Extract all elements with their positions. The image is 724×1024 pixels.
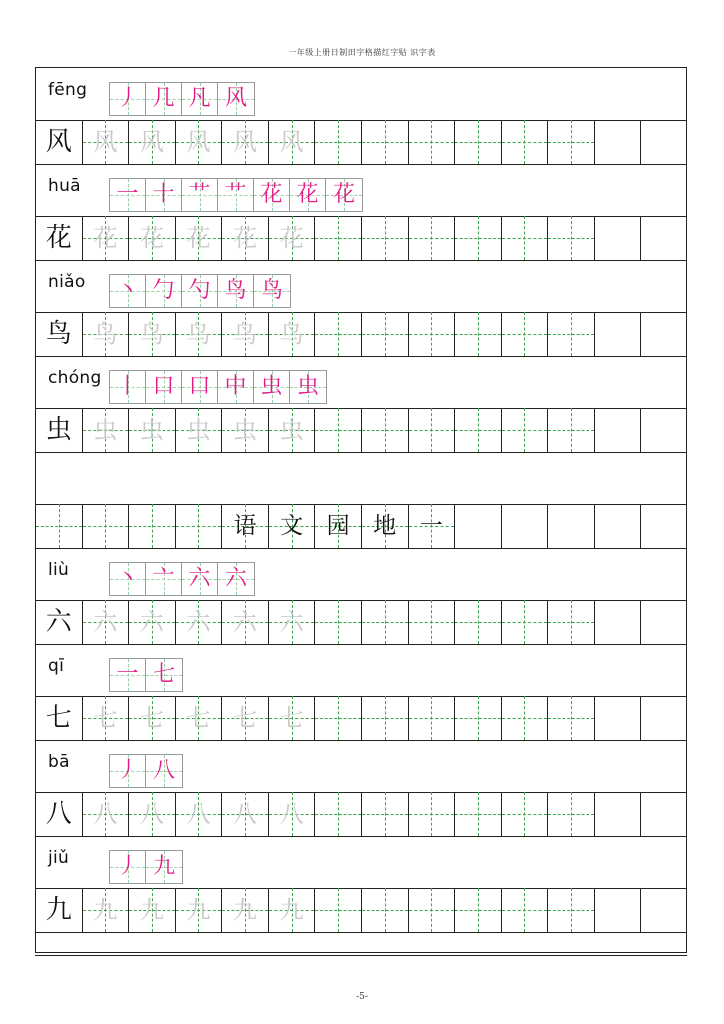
grid-cell <box>502 408 549 452</box>
grid-cell <box>641 600 688 644</box>
stroke-glyph: 丨 <box>116 374 139 399</box>
grid-cell <box>455 312 502 356</box>
stroke-cell <box>146 275 182 307</box>
grid-cell <box>222 312 269 356</box>
stroke-glyph: 丶 <box>116 278 139 303</box>
grid-cell <box>548 600 595 644</box>
grid-cell <box>83 120 130 164</box>
stroke-cell <box>182 371 218 403</box>
stroke-order-box <box>109 274 291 308</box>
grid-cell <box>409 408 456 452</box>
stroke-cell <box>110 659 146 691</box>
grid-cell <box>362 312 409 356</box>
grid-cell <box>641 216 688 260</box>
stroke-glyph: 虫 <box>296 374 319 399</box>
trace-character: 花 <box>233 224 258 252</box>
row-rule <box>36 548 686 549</box>
grid-cell <box>269 120 316 164</box>
stroke-glyph: 丿 <box>116 758 139 783</box>
grid-cell <box>83 216 130 260</box>
stroke-glyph: 花 <box>260 182 283 207</box>
row-rule <box>36 740 686 741</box>
stroke-cell <box>146 83 182 115</box>
stroke-cell <box>182 563 218 595</box>
grid-cell <box>409 600 456 644</box>
grid-cell <box>176 696 223 740</box>
grid-cell <box>36 216 83 260</box>
stroke-glyph: 凡 <box>188 86 211 111</box>
grid-cell <box>269 696 316 740</box>
grid-cell <box>83 888 130 932</box>
stroke-cell <box>110 563 146 595</box>
grid-cell <box>595 888 642 932</box>
grid-cell <box>502 600 549 644</box>
grid-cell <box>548 408 595 452</box>
grid-cell <box>36 312 83 356</box>
stroke-glyph: 六 <box>188 566 211 591</box>
grid-cell <box>269 504 316 548</box>
section-title-char: 一 <box>419 512 443 539</box>
grid-cell <box>176 504 223 548</box>
grid-cell <box>83 792 130 836</box>
grid-cell <box>176 792 223 836</box>
grid-cell <box>36 408 83 452</box>
trace-character: 虫 <box>93 416 118 444</box>
grid-cell <box>641 888 688 932</box>
stroke-cell <box>254 179 290 211</box>
trace-character: 虫 <box>139 416 164 444</box>
trace-character: 七 <box>186 704 211 732</box>
grid-cell <box>129 120 176 164</box>
stroke-glyph: 一 <box>116 182 139 207</box>
grid-cell <box>83 408 130 452</box>
trace-character: 六 <box>279 608 304 636</box>
grid-cell <box>548 888 595 932</box>
trace-character: 八 <box>139 800 164 828</box>
practice-grid <box>36 216 688 260</box>
practice-grid <box>36 696 688 740</box>
grid-cell <box>548 504 595 548</box>
grid-cell <box>315 504 362 548</box>
stroke-order-box <box>109 370 327 404</box>
trace-character: 花 <box>93 224 118 252</box>
grid-cell <box>455 408 502 452</box>
stroke-glyph: 十 <box>152 182 175 207</box>
stroke-glyph: 八 <box>152 758 175 783</box>
pinyin-label: chóng <box>48 368 102 388</box>
bottom-double-rule <box>35 955 687 956</box>
grid-cell <box>641 504 688 548</box>
stroke-cell <box>182 179 218 211</box>
grid-cell <box>362 600 409 644</box>
grid-cell <box>222 888 269 932</box>
trace-character: 花 <box>186 224 211 252</box>
section-title-char: 园 <box>326 512 350 539</box>
stroke-cell <box>146 179 182 211</box>
trace-character: 六 <box>233 608 258 636</box>
practice-grid <box>36 408 688 452</box>
trace-character: 九 <box>93 896 118 924</box>
trace-character: 风 <box>139 128 164 156</box>
stroke-cell <box>110 179 146 211</box>
trace-character: 虫 <box>233 416 258 444</box>
stroke-glyph: 几 <box>152 86 175 111</box>
stroke-glyph: 一 <box>116 662 139 687</box>
stroke-cell <box>110 83 146 115</box>
grid-cell <box>455 792 502 836</box>
grid-cell <box>36 696 83 740</box>
grid-cell <box>83 696 130 740</box>
model-character: 八 <box>45 799 72 829</box>
grid-cell <box>83 504 130 548</box>
grid-cell <box>269 312 316 356</box>
practice-grid <box>36 600 688 644</box>
grid-cell <box>176 888 223 932</box>
trace-character: 七 <box>279 704 304 732</box>
grid-cell <box>595 600 642 644</box>
trace-character: 六 <box>186 608 211 636</box>
stroke-glyph: 艹 <box>188 182 211 207</box>
pinyin-label: liù <box>48 560 70 580</box>
grid-cell <box>315 120 362 164</box>
stroke-glyph: 中 <box>224 374 247 399</box>
practice-grid <box>36 312 688 356</box>
grid-cell <box>409 216 456 260</box>
practice-grid <box>36 888 688 932</box>
stroke-glyph: 鸟 <box>260 278 283 303</box>
pinyin-label: fēng <box>48 80 88 100</box>
stroke-order-box <box>109 82 255 116</box>
stroke-cell <box>254 371 290 403</box>
stroke-order-box <box>109 850 183 884</box>
trace-character: 虫 <box>279 416 304 444</box>
trace-character: 鸟 <box>279 320 304 348</box>
trace-character: 六 <box>93 608 118 636</box>
page-number: -5- <box>356 992 368 1002</box>
trace-character: 虫 <box>186 416 211 444</box>
grid-cell <box>269 408 316 452</box>
model-character: 虫 <box>45 415 72 445</box>
trace-character: 八 <box>186 800 211 828</box>
trace-character: 七 <box>93 704 118 732</box>
stroke-cell <box>110 371 146 403</box>
grid-cell <box>129 792 176 836</box>
trace-character: 鸟 <box>93 320 118 348</box>
stroke-cell <box>110 755 146 787</box>
grid-cell <box>36 120 83 164</box>
grid-cell <box>595 792 642 836</box>
stroke-cell <box>290 179 326 211</box>
stroke-cell <box>218 371 254 403</box>
grid-cell <box>222 600 269 644</box>
trace-character: 七 <box>233 704 258 732</box>
grid-cell <box>455 888 502 932</box>
trace-character: 鸟 <box>186 320 211 348</box>
grid-cell <box>548 312 595 356</box>
grid-cell <box>176 120 223 164</box>
row-rule <box>36 164 686 165</box>
stroke-cell <box>218 83 254 115</box>
grid-cell <box>409 312 456 356</box>
grid-cell <box>36 792 83 836</box>
page-header: 一年级上册日制田字格描红字贴 识字表 <box>288 48 436 57</box>
grid-cell <box>36 504 83 548</box>
stroke-cell <box>218 563 254 595</box>
grid-cell <box>129 312 176 356</box>
grid-cell <box>455 216 502 260</box>
stroke-glyph: 艹 <box>224 182 247 207</box>
pinyin-label: niǎo <box>48 272 86 292</box>
row-rule <box>36 644 686 645</box>
model-character: 九 <box>45 895 72 925</box>
stroke-glyph: 九 <box>152 854 175 879</box>
grid-cell <box>595 696 642 740</box>
stroke-cell <box>146 563 182 595</box>
grid-cell <box>129 408 176 452</box>
stroke-order-box <box>109 754 183 788</box>
row-rule <box>36 260 686 261</box>
stroke-cell <box>110 275 146 307</box>
trace-character: 八 <box>93 800 118 828</box>
stroke-cell <box>254 275 290 307</box>
stroke-order-box <box>109 178 363 212</box>
grid-cell <box>502 120 549 164</box>
grid-cell <box>222 120 269 164</box>
trace-character: 花 <box>279 224 304 252</box>
trace-character: 鸟 <box>139 320 164 348</box>
stroke-cell <box>146 659 182 691</box>
stroke-cell <box>290 371 326 403</box>
grid-cell <box>641 792 688 836</box>
grid-cell <box>455 120 502 164</box>
stroke-glyph: 鸟 <box>224 278 247 303</box>
pinyin-label: huā <box>48 176 81 196</box>
trace-character: 九 <box>186 896 211 924</box>
stroke-glyph: 口 <box>152 374 175 399</box>
grid-cell <box>502 696 549 740</box>
stroke-cell <box>146 851 182 883</box>
grid-cell <box>222 696 269 740</box>
stroke-cell <box>182 275 218 307</box>
grid-cell <box>455 600 502 644</box>
trace-character: 花 <box>139 224 164 252</box>
stroke-glyph: 花 <box>332 182 355 207</box>
grid-cell <box>409 120 456 164</box>
grid-cell <box>362 888 409 932</box>
grid-cell <box>455 696 502 740</box>
stroke-glyph: 勹 <box>152 278 175 303</box>
stroke-cell <box>326 179 362 211</box>
practice-sheet <box>35 67 687 953</box>
stroke-cell <box>146 755 182 787</box>
stroke-glyph: 丿 <box>116 854 139 879</box>
grid-cell <box>502 312 549 356</box>
stroke-glyph: 丶 <box>116 566 139 591</box>
pinyin-label: jiǔ <box>48 848 70 868</box>
practice-grid <box>36 792 688 836</box>
grid-cell <box>502 792 549 836</box>
grid-cell <box>362 120 409 164</box>
practice-grid <box>36 120 688 164</box>
model-character: 七 <box>45 703 72 733</box>
grid-cell <box>269 888 316 932</box>
trace-character: 九 <box>233 896 258 924</box>
grid-cell <box>315 408 362 452</box>
trace-character: 七 <box>139 704 164 732</box>
grid-cell <box>595 120 642 164</box>
grid-cell <box>129 888 176 932</box>
row-rule <box>36 932 686 933</box>
stroke-glyph: 花 <box>296 182 319 207</box>
row-rule <box>36 452 686 453</box>
grid-cell <box>362 216 409 260</box>
grid-cell <box>269 216 316 260</box>
grid-cell <box>315 696 362 740</box>
grid-cell <box>595 408 642 452</box>
grid-cell <box>455 504 502 548</box>
grid-cell <box>83 600 130 644</box>
grid-cell <box>362 504 409 548</box>
model-character: 六 <box>45 607 72 637</box>
grid-cell <box>502 504 549 548</box>
stroke-order-box <box>109 658 183 692</box>
section-title-char: 文 <box>280 512 304 539</box>
grid-cell <box>222 408 269 452</box>
stroke-cell <box>182 83 218 115</box>
stroke-cell <box>110 851 146 883</box>
grid-cell <box>595 504 642 548</box>
grid-cell <box>176 600 223 644</box>
section-title-char: 地 <box>373 512 397 539</box>
row-rule <box>36 836 686 837</box>
stroke-glyph: 虫 <box>260 374 283 399</box>
trace-character: 风 <box>93 128 118 156</box>
grid-cell <box>502 888 549 932</box>
stroke-glyph: 口 <box>188 374 211 399</box>
grid-cell <box>548 120 595 164</box>
grid-cell <box>176 216 223 260</box>
model-character: 鸟 <box>45 319 72 349</box>
trace-character: 九 <box>279 896 304 924</box>
grid-cell <box>222 504 269 548</box>
grid-cell <box>409 792 456 836</box>
grid-cell <box>548 792 595 836</box>
grid-cell <box>409 504 456 548</box>
grid-cell <box>315 888 362 932</box>
stroke-glyph: 勺 <box>188 278 211 303</box>
grid-cell <box>502 216 549 260</box>
grid-cell <box>315 600 362 644</box>
grid-cell <box>36 888 83 932</box>
grid-cell <box>269 792 316 836</box>
grid-cell <box>222 792 269 836</box>
trace-character: 六 <box>139 608 164 636</box>
section-title-grid <box>36 504 688 548</box>
trace-character: 风 <box>233 128 258 156</box>
model-character: 花 <box>45 223 72 253</box>
grid-cell <box>129 504 176 548</box>
grid-cell <box>641 120 688 164</box>
trace-character: 风 <box>186 128 211 156</box>
model-character: 风 <box>45 127 72 157</box>
pinyin-label: qī <box>48 656 65 676</box>
grid-cell <box>641 696 688 740</box>
grid-cell <box>222 216 269 260</box>
grid-cell <box>641 408 688 452</box>
stroke-cell <box>218 275 254 307</box>
grid-cell <box>315 312 362 356</box>
grid-cell <box>595 216 642 260</box>
trace-character: 九 <box>139 896 164 924</box>
pinyin-label: bā <box>48 752 70 772</box>
stroke-cell <box>218 179 254 211</box>
grid-cell <box>548 216 595 260</box>
grid-cell <box>315 792 362 836</box>
grid-cell <box>83 312 130 356</box>
grid-cell <box>269 600 316 644</box>
stroke-glyph: 亠 <box>152 566 175 591</box>
grid-cell <box>548 696 595 740</box>
stroke-glyph: 七 <box>152 662 175 687</box>
grid-cell <box>409 696 456 740</box>
grid-cell <box>36 600 83 644</box>
grid-cell <box>129 600 176 644</box>
grid-cell <box>641 312 688 356</box>
grid-cell <box>129 216 176 260</box>
trace-character: 八 <box>279 800 304 828</box>
stroke-order-box <box>109 562 255 596</box>
stroke-cell <box>146 371 182 403</box>
stroke-glyph: 丿 <box>116 86 139 111</box>
stroke-glyph: 六 <box>224 566 247 591</box>
stroke-glyph: 风 <box>224 86 247 111</box>
grid-cell <box>176 312 223 356</box>
section-title-char: 语 <box>233 512 257 539</box>
grid-cell <box>129 696 176 740</box>
trace-character: 八 <box>233 800 258 828</box>
row-rule <box>36 356 686 357</box>
grid-cell <box>409 888 456 932</box>
grid-cell <box>362 696 409 740</box>
grid-cell <box>362 408 409 452</box>
grid-cell <box>595 312 642 356</box>
trace-character: 鸟 <box>233 320 258 348</box>
grid-cell <box>176 408 223 452</box>
grid-cell <box>315 216 362 260</box>
trace-character: 风 <box>279 128 304 156</box>
grid-cell <box>362 792 409 836</box>
